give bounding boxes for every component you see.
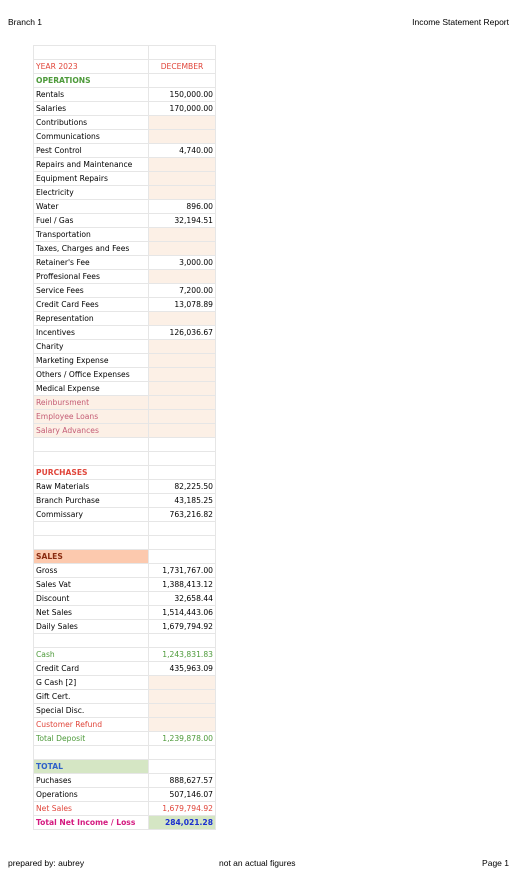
row-label: Equipment Repairs — [34, 172, 149, 186]
row-value — [149, 424, 216, 438]
row-value — [149, 704, 216, 718]
table-row — [34, 354, 216, 368]
table-row — [34, 326, 216, 340]
row-value: 284,021.28 — [149, 816, 216, 830]
table-row — [34, 424, 216, 438]
row-label: Total Deposit — [34, 732, 149, 746]
table-row — [34, 718, 216, 732]
table-row — [34, 466, 216, 480]
table-row — [34, 368, 216, 382]
row-label: Proffesional Fees — [34, 270, 149, 284]
row-label: Contributions — [34, 116, 149, 130]
row-label: Gross — [34, 564, 149, 578]
row-label: Others / Office Expenses — [34, 368, 149, 382]
table-row — [34, 774, 216, 788]
row-label: Medical Expense — [34, 382, 149, 396]
report-title: Income Statement Report — [412, 17, 509, 27]
row-label: Branch Purchase — [34, 494, 149, 508]
row-value: 1,731,767.00 — [149, 564, 216, 578]
table-row — [34, 690, 216, 704]
table-row — [34, 144, 216, 158]
row-label: Rentals — [34, 88, 149, 102]
row-value: 1,679,794.92 — [149, 620, 216, 634]
table-row — [34, 256, 216, 270]
table-row — [34, 816, 216, 830]
branch-header: Branch 1 — [8, 17, 43, 27]
table-row — [34, 158, 216, 172]
table-row — [34, 564, 216, 578]
row-value: 1,243,831.83 — [149, 648, 216, 662]
row-value: 1,679,794.92 — [149, 802, 216, 816]
operations-section — [34, 88, 216, 438]
table-row — [34, 760, 216, 774]
income-statement-table — [33, 45, 216, 830]
table-row — [34, 116, 216, 130]
row-label: Employee Loans — [34, 410, 149, 424]
row-value — [149, 186, 216, 200]
table-row — [34, 606, 216, 620]
row-value: 507,146.07 — [149, 788, 216, 802]
page-number: Page 1 — [482, 858, 509, 868]
table-row — [34, 648, 216, 662]
total-title: TOTAL — [34, 760, 149, 774]
row-label: Fuel / Gas — [34, 214, 149, 228]
row-value: 1,514,443.06 — [149, 606, 216, 620]
month-label: DECEMBER — [149, 60, 216, 74]
table-row — [34, 270, 216, 284]
row-value: 82,225.50 — [149, 480, 216, 494]
row-label: Charity — [34, 340, 149, 354]
table-row — [34, 494, 216, 508]
table-row — [34, 60, 216, 74]
row-value — [149, 172, 216, 186]
row-value — [149, 228, 216, 242]
table-row — [34, 662, 216, 676]
row-label: Cash — [34, 648, 149, 662]
row-value — [149, 158, 216, 172]
table-row — [34, 410, 216, 424]
row-value — [149, 340, 216, 354]
row-value: 763,216.82 — [149, 508, 216, 522]
table-row — [34, 396, 216, 410]
row-value — [149, 242, 216, 256]
table-row — [34, 102, 216, 116]
row-label: Raw Materials — [34, 480, 149, 494]
prepared-by: prepared by: aubrey — [8, 858, 85, 868]
row-label: Net Sales — [34, 606, 149, 620]
table-row — [34, 802, 216, 816]
row-value — [149, 368, 216, 382]
table-row — [34, 508, 216, 522]
row-label: Service Fees — [34, 284, 149, 298]
purchases-section — [34, 480, 216, 522]
row-value: 170,000.00 — [149, 102, 216, 116]
row-label: Marketing Expense — [34, 354, 149, 368]
row-value — [149, 676, 216, 690]
table-row — [34, 550, 216, 564]
row-value — [149, 690, 216, 704]
table-row — [34, 242, 216, 256]
row-label: G Cash [2] — [34, 676, 149, 690]
table-row — [34, 592, 216, 606]
table-row — [34, 620, 216, 634]
row-value: 1,388,413.12 — [149, 578, 216, 592]
table-row — [34, 88, 216, 102]
table-row — [34, 788, 216, 802]
table-row — [34, 74, 216, 88]
row-value — [149, 130, 216, 144]
row-value: 888,627.57 — [149, 774, 216, 788]
purchases-title: PURCHASES — [34, 466, 149, 480]
row-label: Pest Control — [34, 144, 149, 158]
row-label: Net Sales — [34, 802, 149, 816]
row-label: Credit Card Fees — [34, 298, 149, 312]
table-row — [34, 676, 216, 690]
row-label: Discount — [34, 592, 149, 606]
totals-section — [34, 774, 216, 830]
table-row — [34, 732, 216, 746]
row-label: Gift Cert. — [34, 690, 149, 704]
row-label: Customer Refund — [34, 718, 149, 732]
table-row — [34, 214, 216, 228]
year-label: YEAR 2023 — [34, 60, 149, 74]
row-label: Commissary — [34, 508, 149, 522]
row-value — [149, 410, 216, 424]
row-label: Transportation — [34, 228, 149, 242]
row-value — [149, 354, 216, 368]
row-value — [149, 312, 216, 326]
row-value — [149, 382, 216, 396]
row-label: Representation — [34, 312, 149, 326]
row-label: Operations — [34, 788, 149, 802]
row-label: Water — [34, 200, 149, 214]
row-value: 435,963.09 — [149, 662, 216, 676]
row-label: Incentives — [34, 326, 149, 340]
row-value — [149, 116, 216, 130]
row-value: 1,239,878.00 — [149, 732, 216, 746]
sales-title: SALES — [34, 550, 149, 564]
table-row — [34, 200, 216, 214]
table-row — [34, 298, 216, 312]
row-value — [149, 270, 216, 284]
row-value: 32,658.44 — [149, 592, 216, 606]
row-value: 32,194.51 — [149, 214, 216, 228]
disclaimer: not an actual figures — [219, 858, 296, 868]
operations-title: OPERATIONS — [34, 74, 149, 88]
row-label: Sales Vat — [34, 578, 149, 592]
deposit-section — [34, 648, 216, 746]
row-label: Communications — [34, 130, 149, 144]
row-value: 4,740.00 — [149, 144, 216, 158]
table-row — [34, 172, 216, 186]
row-value: 43,185.25 — [149, 494, 216, 508]
row-label: Retainer's Fee — [34, 256, 149, 270]
row-value: 126,036.67 — [149, 326, 216, 340]
table-row — [34, 382, 216, 396]
row-value: 150,000.00 — [149, 88, 216, 102]
row-value — [149, 396, 216, 410]
row-label: Taxes, Charges and Fees — [34, 242, 149, 256]
row-label: Credit Card — [34, 662, 149, 676]
row-label: Reinbursment — [34, 396, 149, 410]
table-row — [34, 578, 216, 592]
sales-section — [34, 564, 216, 634]
row-label: Electricity — [34, 186, 149, 200]
row-label: Salaries — [34, 102, 149, 116]
row-value — [149, 718, 216, 732]
table-row — [34, 130, 216, 144]
table-row — [34, 480, 216, 494]
row-label: Puchases — [34, 774, 149, 788]
row-value: 13,078.89 — [149, 298, 216, 312]
row-label: Repairs and Maintenance — [34, 158, 149, 172]
row-label: Total Net Income / Loss — [34, 816, 149, 830]
row-label: Salary Advances — [34, 424, 149, 438]
row-label: Daily Sales — [34, 620, 149, 634]
table-row — [34, 228, 216, 242]
table-row — [34, 704, 216, 718]
row-label: Special Disc. — [34, 704, 149, 718]
table-row — [34, 186, 216, 200]
row-value: 7,200.00 — [149, 284, 216, 298]
row-value: 3,000.00 — [149, 256, 216, 270]
table-row — [34, 312, 216, 326]
table-row — [34, 340, 216, 354]
table-row — [34, 284, 216, 298]
row-value: 896.00 — [149, 200, 216, 214]
